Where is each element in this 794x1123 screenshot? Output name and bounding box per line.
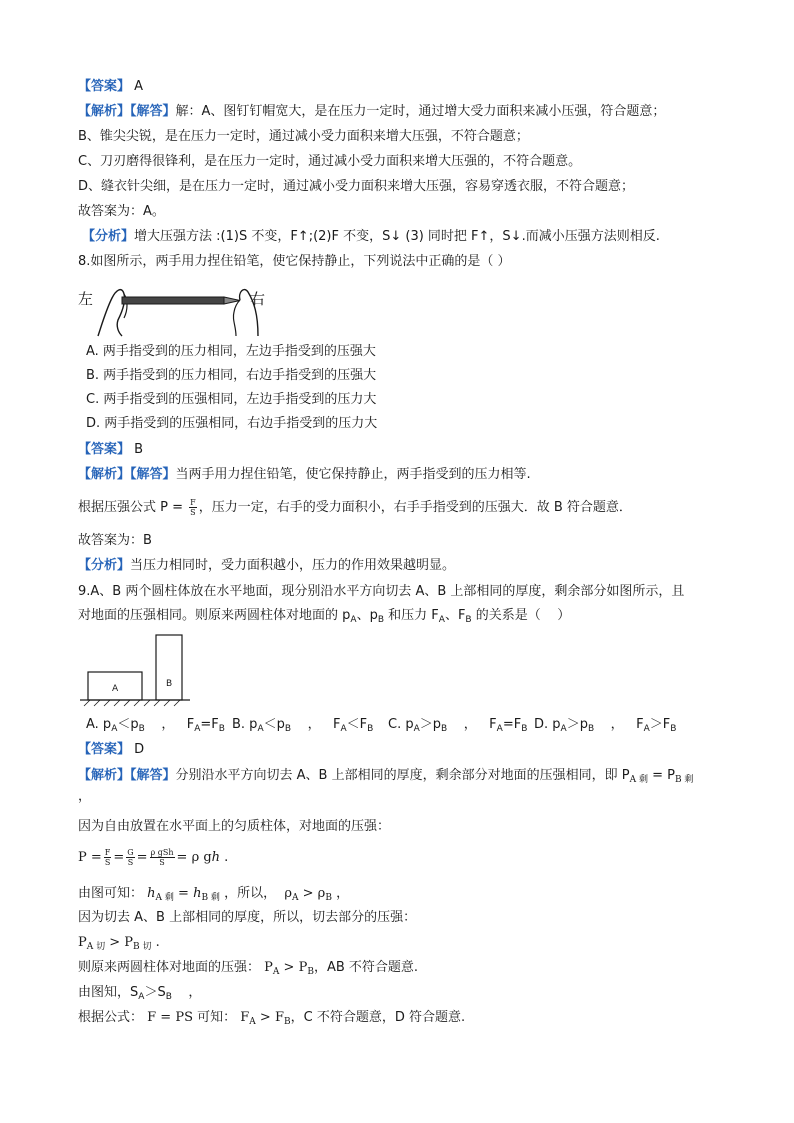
q9-question-2: 对地面的压强相同。则原来两圆柱体对地面的 $p_A$、$p_B$ 和压力 $F_A$、$F_B$ 的关系是（ ） — [78, 608, 571, 625]
q9-option-b: B. $p_A<p_B$ ， $F_A<F_B$ — [232, 717, 374, 734]
q7-analysis-c: C、刀刃磨得很锋利，是在压力一定时，通过减小受力面积来增大压强的，不符合题意。 — [78, 154, 582, 169]
analysis-tag: 【解析】【解答】 — [78, 768, 176, 783]
fenxi-text: 增大压强方法 :(1)S 不变，F↑;(2)F 不变，S↓ (3) 同时把 F↑，S↓.而减小压强方法则相反. — [134, 229, 660, 244]
ground-hatch — [84, 700, 180, 706]
cylinder-b — [156, 635, 182, 700]
q7-analysis-line — [78, 103, 665, 121]
answer-tag: 【答案】 — [78, 742, 131, 757]
pressure-fraction — [189, 498, 197, 517]
analysis-text: 解：A、图钉钉帽宽大，是在压力一定时，通过增大受力面积来减小压强，符合题意； — [175, 104, 666, 119]
fenxi-tag: 【分析】 — [82, 229, 135, 244]
fig-right-label: 右 — [250, 290, 266, 308]
q8-option-b: B. 两手指受到的压力相同，右边手指受到的压强大 — [86, 368, 377, 383]
analysis-tag: 【解析】【解答】 — [78, 104, 176, 119]
q9-cut-pressure: $P_{A 切} > P_{B 切}$ . — [78, 935, 160, 952]
q8-formula-line — [78, 498, 632, 517]
fenxi-tag: 【分析】 — [78, 558, 131, 573]
fenxi-text: 当压力相同时，受力面积越小，压力的作用效果越明显。 — [130, 558, 456, 573]
cylinder-a-label: A — [112, 684, 119, 694]
fig-left-label: 左 — [78, 290, 94, 308]
q9-analysis-5: 则原来两圆柱体对地面的压强： $P_A > P_B$，AB 不符合题意. — [78, 960, 419, 977]
q7-answer-line — [78, 78, 143, 96]
formula-suffix: ，压力一定，右手的受力面积小，右手手指受到的压强大．故 B 符合题意． — [198, 500, 632, 515]
frac-numerator: F — [190, 498, 196, 507]
q9-comma: ， — [78, 789, 92, 804]
left-hand-icon — [98, 290, 125, 336]
analysis-tag: 【解析】【解答】 — [78, 467, 176, 482]
q8-option-c: C. 两手指受到的压强相同，左边手指受到的压力大 — [86, 392, 377, 407]
formula-prefix: 根据压强公式 P = — [78, 500, 188, 515]
q9-answer-line — [78, 741, 144, 759]
q9-option-c: C. $p_A>p_B$ ， $F_A=F_B$ — [388, 717, 528, 734]
analysis-text: 当两手用力捏住铅笔，使它保持静止，两手指受到的压力相等. — [175, 467, 531, 482]
q8-question: 8.如图所示，两手用力捏住铅笔，使它保持静止，下列说法中正确的是（ ） — [78, 254, 511, 269]
q9-analysis-2: 因为自由放置在水平面上的匀质柱体，对地面的压强： — [78, 819, 391, 834]
q7-analysis-d: D、缝衣针尖细，是在压力一定时，通过减小受力面积来增大压强，容易穿透衣服，不符合题意； — [78, 179, 635, 194]
q9-formula-line: P = $\frac{F}{S}$ = $\frac{G}{S}$ = $\frac{\text{ρ gSh}}{S}$ = ρ gh . — [78, 848, 229, 867]
answer-value: D — [134, 742, 145, 757]
pencil-body — [122, 297, 224, 304]
q8-fenxi-line — [78, 557, 455, 575]
q9-analysis-7: 根据公式： F = PS 可知： $F_A > F_B$，C 不符合题意，D 符合题意. — [78, 1010, 466, 1027]
q8-answer-line — [78, 441, 143, 459]
answer-tag: 【答案】 — [78, 442, 131, 457]
q9-analysis-line: 【解析】【解答】分别沿水平方向切去 A、B 上部相同的厚度，剩余部分对地面的压强相同，即 $P_{A 剩} = P_{B 剩}$ — [78, 768, 694, 785]
q7-analysis-b: B、锥尖尖锐，是在压力一定时，通过减小受力面积来增大压强，不符合题意； — [78, 129, 529, 144]
q9-analysis-6: 由图知，$S_A>S_B$ ， — [78, 985, 202, 1002]
answer-value: B — [134, 442, 144, 457]
q9-option-a: A. $p_A<p_B$ ， $F_A=F_B$ — [86, 717, 225, 734]
q9-analysis-3: 由图可知： $h_{A 剩} = h_{B 剩}$ ，所以， $\rho_A > \rho_B$ ， — [78, 886, 350, 903]
q9-analysis-4: 因为切去 A、B 上部相同的厚度，所以，切去部分的压强： — [78, 910, 417, 925]
frac-denominator: S — [190, 508, 196, 517]
q7-conclusion: 故答案为：A。 — [78, 204, 165, 219]
cylinders-figure — [80, 632, 190, 712]
q7-fenxi-line — [82, 228, 660, 246]
q8-analysis-line — [78, 466, 531, 484]
q8-option-d: D. 两手指受到的压强相同，右边手指受到的压力大 — [86, 416, 378, 431]
q8-option-a: A. 两手指受到的压力相同，左边手指受到的压强大 — [86, 344, 376, 359]
cylinder-b-label: B — [166, 679, 173, 689]
q9-question-1: 9.A、B 两个圆柱体放在水平地面，现分别沿水平方向切去 A、B 上部相同的厚度，剩余部分如图所示，且 — [78, 584, 685, 599]
pencil-figure — [78, 280, 278, 338]
answer-value: A — [134, 79, 144, 94]
q9-option-d: D. $p_A>p_B$ ， $F_A>F_B$ — [534, 717, 677, 734]
answer-tag: 【答案】 — [78, 79, 131, 94]
q8-conclusion: 故答案为：B — [78, 533, 152, 548]
